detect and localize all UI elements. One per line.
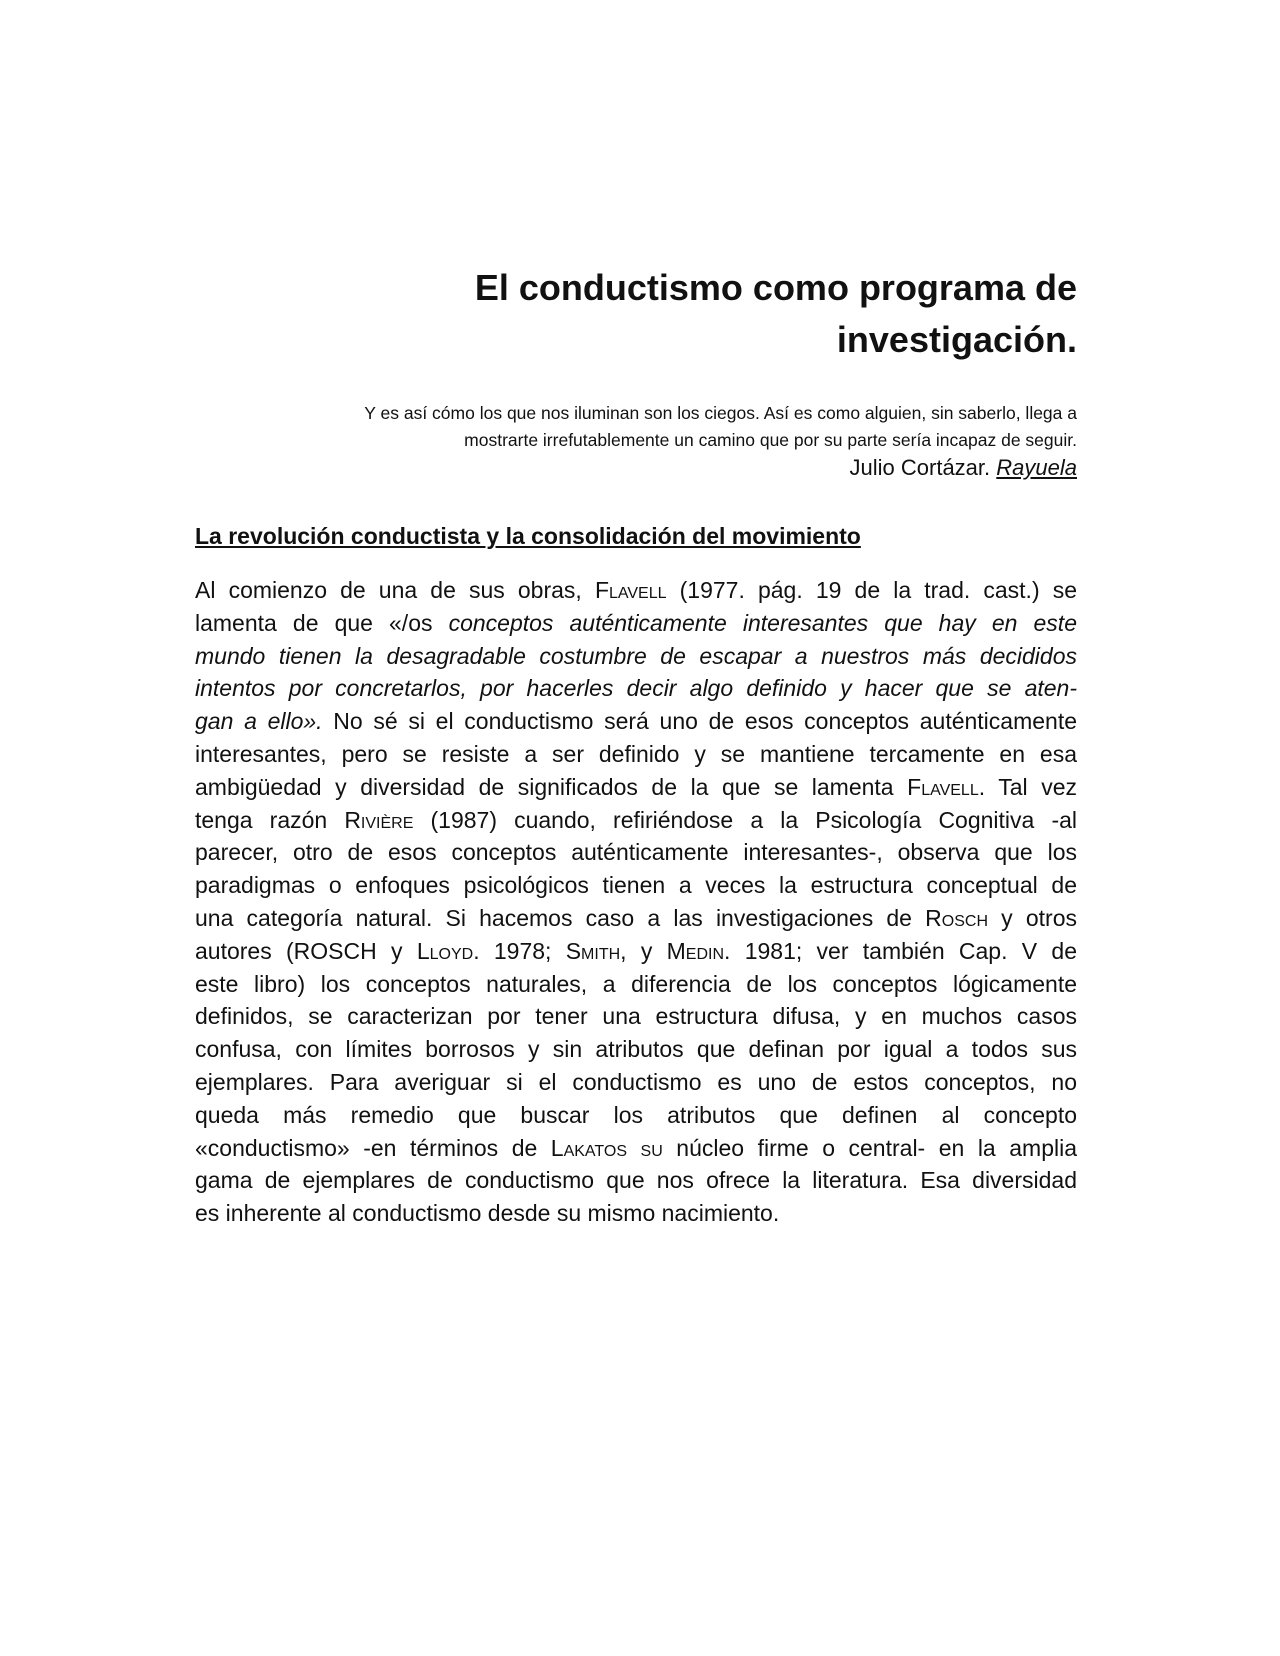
author-name: Smith [565,937,621,964]
body-line [195,672,1077,705]
body-line [195,1132,1077,1165]
body-text-run: paradigmas o enfoques psicológicos tienen a veces la estructura conceptual de [195,872,1077,899]
body-text-run: Al comienzo de una de sus obras, [195,577,595,603]
epigraph-work: Rayuela [996,455,1077,480]
body-text-run: y otros [988,904,1077,931]
body-text-run: ejemplares. Para averiguar si el conductismo es uno de estos conceptos, no [195,1068,1077,1095]
body-text-run: definidos, se caracterizan por tener una estructura difusa, y en muchos casos [195,1003,1077,1030]
body-text-run: interesantes, pero se resiste a ser definido y se mantiene tercamente en esa [195,740,1077,767]
author-name: Flavell [907,773,979,800]
author-name: Rivière [344,806,414,833]
body-line [195,1000,1077,1033]
quoted-text: intentos por concretarlos, por hacerles decir algo definido y hacer que se aten- [195,675,1077,702]
section-heading: La revolución conductista y la consolidación del movimiento [195,523,861,549]
epigraph [195,400,1077,454]
body-line [195,1099,1077,1132]
quoted-text: conceptos auténticamente interesantes que hay en este [448,609,1077,636]
body-text-run: autores (ROSCH y [195,937,417,964]
epigraph-line: Y es así cómo los que nos iluminan son los ciegos. Así es como alguien, sin saberlo, llega a [364,403,1077,423]
body-text-run: lamenta de que «/os [195,609,449,636]
body-line [195,1164,1077,1197]
body-text-run: «conductismo» -en términos de [195,1134,551,1161]
body-text-run: No sé si el conductismo será uno de esos conceptos auténticamente [322,708,1078,735]
body-text-run: ambigüedad y diversidad de significados de la que se lamenta [195,773,908,800]
body-line [195,1197,1077,1230]
body-line [195,640,1077,673]
body-text-run: es inherente al conductismo desde su mismo nacimiento. [195,1200,780,1227]
body-line [195,738,1077,771]
body-text-run: (1977. pág. 19 de la trad. cast.) se [666,577,1078,603]
body-line [195,902,1077,935]
author-name: Medin [666,937,725,964]
body-text-run: , y [620,937,667,964]
quoted-text: gan a ello». [195,708,323,735]
body-line [195,869,1077,902]
quoted-text: mundo tienen la desagradable costumbre de escapar a nuestros más decididos [195,642,1077,669]
body-line [195,935,1077,968]
body-text-run: . 1981; ver también Cap. V de [724,937,1077,964]
body-text-run: una categoría natural. Si hacemos caso a las investigaciones de [195,904,926,931]
body-text-run: tenga razón [195,806,345,833]
body-text-run: parecer, otro de esos conceptos auténticamente interesantes-, observa que los [195,839,1077,866]
chapter-title-line: El conductismo como programa de [474,267,1077,308]
chapter-title [195,262,1077,366]
author-name: Rosch [925,904,988,931]
body-text-run: núcleo firme o central- en la amplia [662,1134,1077,1161]
author-name: Lakatos su [550,1134,663,1161]
body-text-run: queda más remedio que buscar los atributos que definen al concepto [195,1101,1077,1128]
body-text-run: . 1978; [473,937,566,964]
body-text-run: gama de ejemplares de conductismo que nos ofrece la literatura. Esa diversidad [195,1167,1077,1194]
author-name: Flavell [594,577,667,603]
body-line [195,1066,1077,1099]
author-name: Lloyd [416,937,474,964]
chapter-title-line: investigación. [836,319,1077,360]
body-line [195,705,1077,738]
body-paragraph [195,574,1077,1230]
body-line [195,1033,1077,1066]
body-line [195,968,1077,1001]
epigraph-attribution [195,453,1077,483]
body-line [195,574,1077,607]
body-line [195,607,1077,640]
body-line [195,836,1077,869]
body-text-run: (1987) cuando, refiriéndose a la Psicología Cognitiva -al [413,806,1078,833]
body-line [195,804,1077,837]
body-text-run: este libro) los conceptos naturales, a diferencia de los conceptos lógicamente [195,970,1077,997]
epigraph-author: Julio Cortázar. [849,455,991,480]
body-line [195,771,1077,804]
epigraph-line: mostrarte irrefutablemente un camino que por su parte sería incapaz de seguir. [464,430,1077,450]
body-text-run: confusa, con límites borrosos y sin atributos que definan por igual a todos sus [195,1036,1077,1063]
body-text-run: . Tal vez [978,773,1077,800]
